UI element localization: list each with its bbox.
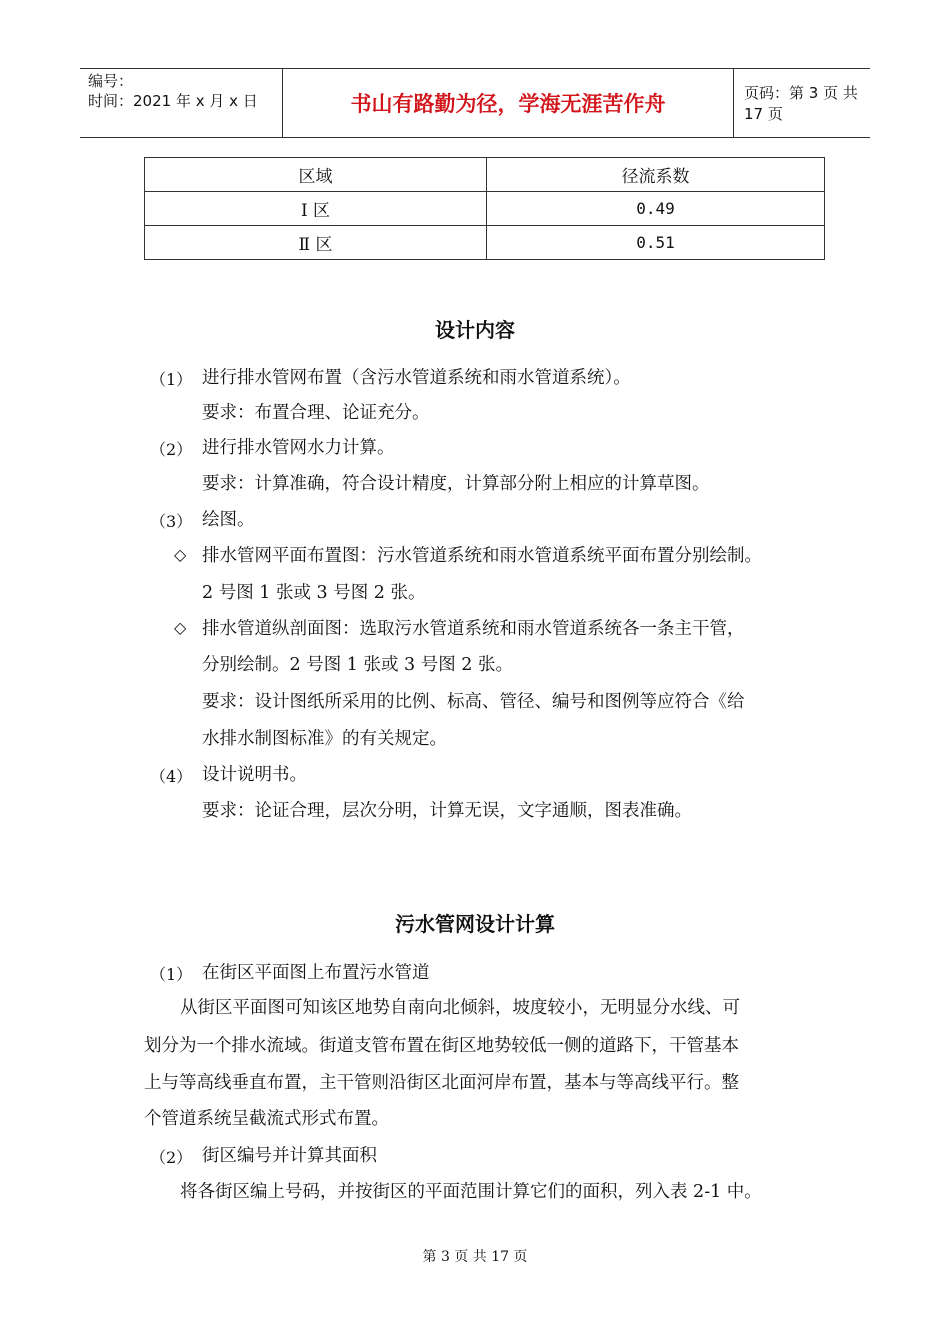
list-item: 要求：计算准确，符合设计精度，计算部分附上相应的计算草图。 bbox=[202, 474, 710, 494]
table-row bbox=[145, 226, 825, 260]
list-item: 街区编号并计算其面积 bbox=[202, 1146, 377, 1166]
item-number: （2） bbox=[150, 1148, 193, 1167]
list-item: 要求：布置合理、论证充分。 bbox=[202, 403, 430, 423]
list-item: 2 号图 1 张或 3 号图 2 张。 bbox=[202, 583, 426, 603]
item-number: （3） bbox=[150, 512, 193, 531]
section-title-sewage: 污水管网设计计算 bbox=[395, 912, 555, 936]
list-item: 要求：设计图纸所采用的比例、标高、管径、编号和图例等应符合《给 bbox=[202, 692, 745, 712]
paragraph-line: 从街区平面图可知该区地势自南向北倾斜，坡度较小，无明显分水线、可 bbox=[180, 998, 740, 1018]
section-title-design: 设计内容 bbox=[435, 318, 515, 342]
list-item: 排水管道纵剖面图：选取污水管道系统和雨水管道系统各一条主干管， bbox=[202, 619, 745, 639]
list-item: 水排水制图标准》的有关规定。 bbox=[202, 729, 447, 749]
number-label: 编号： bbox=[88, 72, 134, 90]
header-page-info: 页码：第 3 页 共 17 页 bbox=[744, 84, 858, 123]
paragraph-line: 划分为一个排水流域。街道支管布置在街区地势较低一侧的道路下，干管基本 bbox=[144, 1036, 739, 1056]
diamond-bullet-icon: ◇ bbox=[174, 618, 187, 637]
list-item: 进行排水管网布置（含污水管道系统和雨水管道系统）。 bbox=[202, 368, 631, 388]
list-item: 要求：论证合理，层次分明，计算无误，文字通顺，图表准确。 bbox=[202, 801, 692, 821]
time-label: 时间：2021 年 x 月 x 日 bbox=[88, 92, 258, 110]
table-cell: Ⅰ 区 bbox=[145, 192, 487, 226]
diamond-bullet-icon: ◇ bbox=[174, 545, 187, 564]
list-item: 排水管网平面布置图：污水管道系统和雨水管道系统平面布置分别绘制。 bbox=[202, 546, 762, 566]
item-number: （1） bbox=[150, 370, 193, 389]
table-cell: 0.49 bbox=[487, 192, 825, 226]
table-row bbox=[145, 192, 825, 226]
list-item: 分别绘制。2 号图 1 张或 3 号图 2 张。 bbox=[202, 655, 513, 675]
list-item: 进行排水管网水力计算。 bbox=[202, 438, 395, 458]
page-header bbox=[80, 68, 870, 138]
table-cell: 0.51 bbox=[487, 226, 825, 260]
header-motto: 书山有路勤为径，学海无涯苦作舟 bbox=[282, 69, 734, 137]
list-item: 设计说明书。 bbox=[202, 765, 307, 785]
item-number: （2） bbox=[150, 440, 193, 459]
list-item: 在街区平面图上布置污水管道 bbox=[202, 963, 430, 983]
table-header-row bbox=[145, 158, 825, 192]
paragraph-line: 上与等高线垂直布置，主干管则沿街区北面河岸布置，基本与等高线平行。整 bbox=[144, 1073, 739, 1093]
item-number: （4） bbox=[150, 767, 193, 786]
table-header: 径流系数 bbox=[487, 158, 825, 192]
paragraph-line: 个管道系统呈截流式形式布置。 bbox=[144, 1109, 389, 1129]
page-footer: 第 3 页 共 17 页 bbox=[422, 1249, 528, 1265]
header-meta bbox=[80, 69, 282, 137]
runoff-table bbox=[144, 157, 825, 260]
list-item: 绘图。 bbox=[202, 510, 255, 530]
table-cell: Ⅱ 区 bbox=[145, 226, 487, 260]
item-number: （1） bbox=[150, 965, 193, 984]
table-header: 区域 bbox=[145, 158, 487, 192]
paragraph-line: 将各街区编上号码，并按街区的平面范围计算它们的面积，列入表 2-1 中。 bbox=[180, 1182, 762, 1202]
